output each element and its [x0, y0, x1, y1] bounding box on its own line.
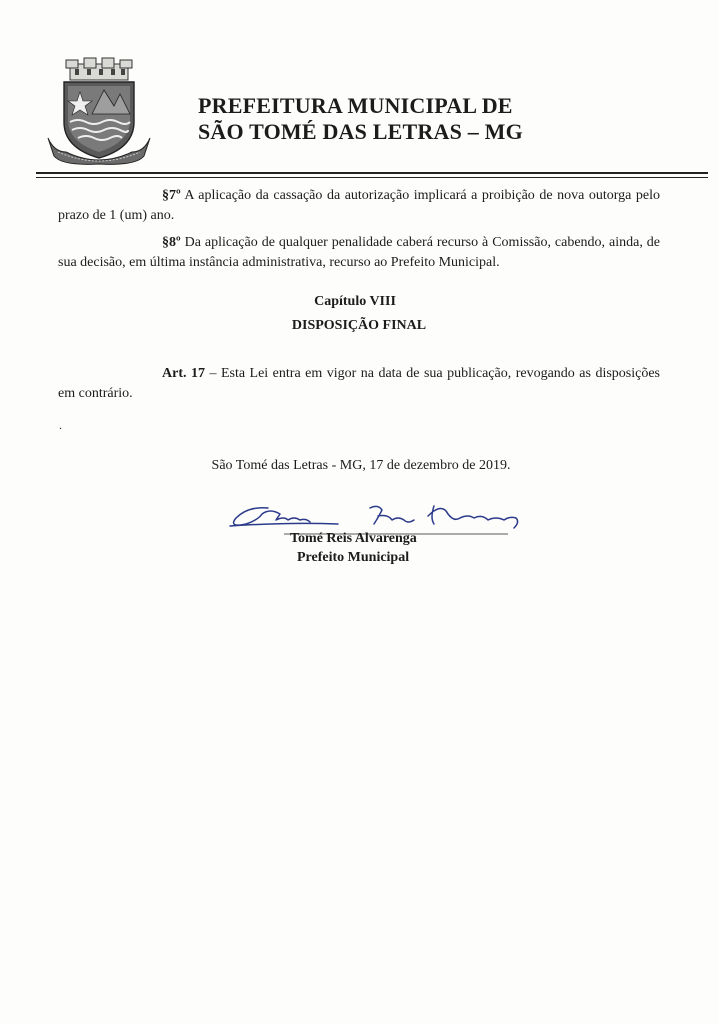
chapter-label: Capítulo VIII: [314, 294, 396, 309]
header-title-line2: SÃO TOMÉ DAS LETRAS – MG: [198, 119, 523, 144]
municipal-crest-logo: [44, 56, 154, 166]
paragraph-8: [58, 233, 660, 273]
signer-name: Tomé Reis Alvarenga: [290, 531, 417, 546]
paragraph-8-marker: §8º: [162, 235, 181, 250]
page-title: [198, 93, 523, 145]
article-17-text: – Esta Lei entra em vigor na data de sua publicação, revogando as disposições em contrário.: [58, 366, 660, 401]
stray-mark: .: [59, 418, 62, 432]
paragraph-8-text: Da aplicação de qualquer penalidade caberá recurso à Comissão, cabendo, ainda, de sua decisão, em última instância administrativa, recurso ao Prefeito Municipal.: [58, 235, 660, 270]
signer-role: Prefeito Municipal: [297, 550, 410, 565]
article-17-marker: Art. 17: [162, 366, 205, 381]
paragraph-7-marker: §7º: [162, 188, 181, 203]
chapter-title: DISPOSIÇÃO FINAL: [291, 318, 427, 333]
date-line: São Tomé das Letras - MG, 17 de dezembro de 2019.: [211, 458, 511, 473]
article-17: [58, 364, 660, 404]
header-title-line1: PREFEITURA MUNICIPAL DE: [198, 93, 513, 118]
paragraph-7: [58, 186, 660, 226]
header-rule-thick: [36, 172, 708, 174]
paragraph-7-text: A aplicação da cassação da autorização implicará a proibição de nova outorga pelo prazo de 1 (um) ano.: [58, 188, 660, 223]
header-rule-thin: [36, 177, 708, 178]
